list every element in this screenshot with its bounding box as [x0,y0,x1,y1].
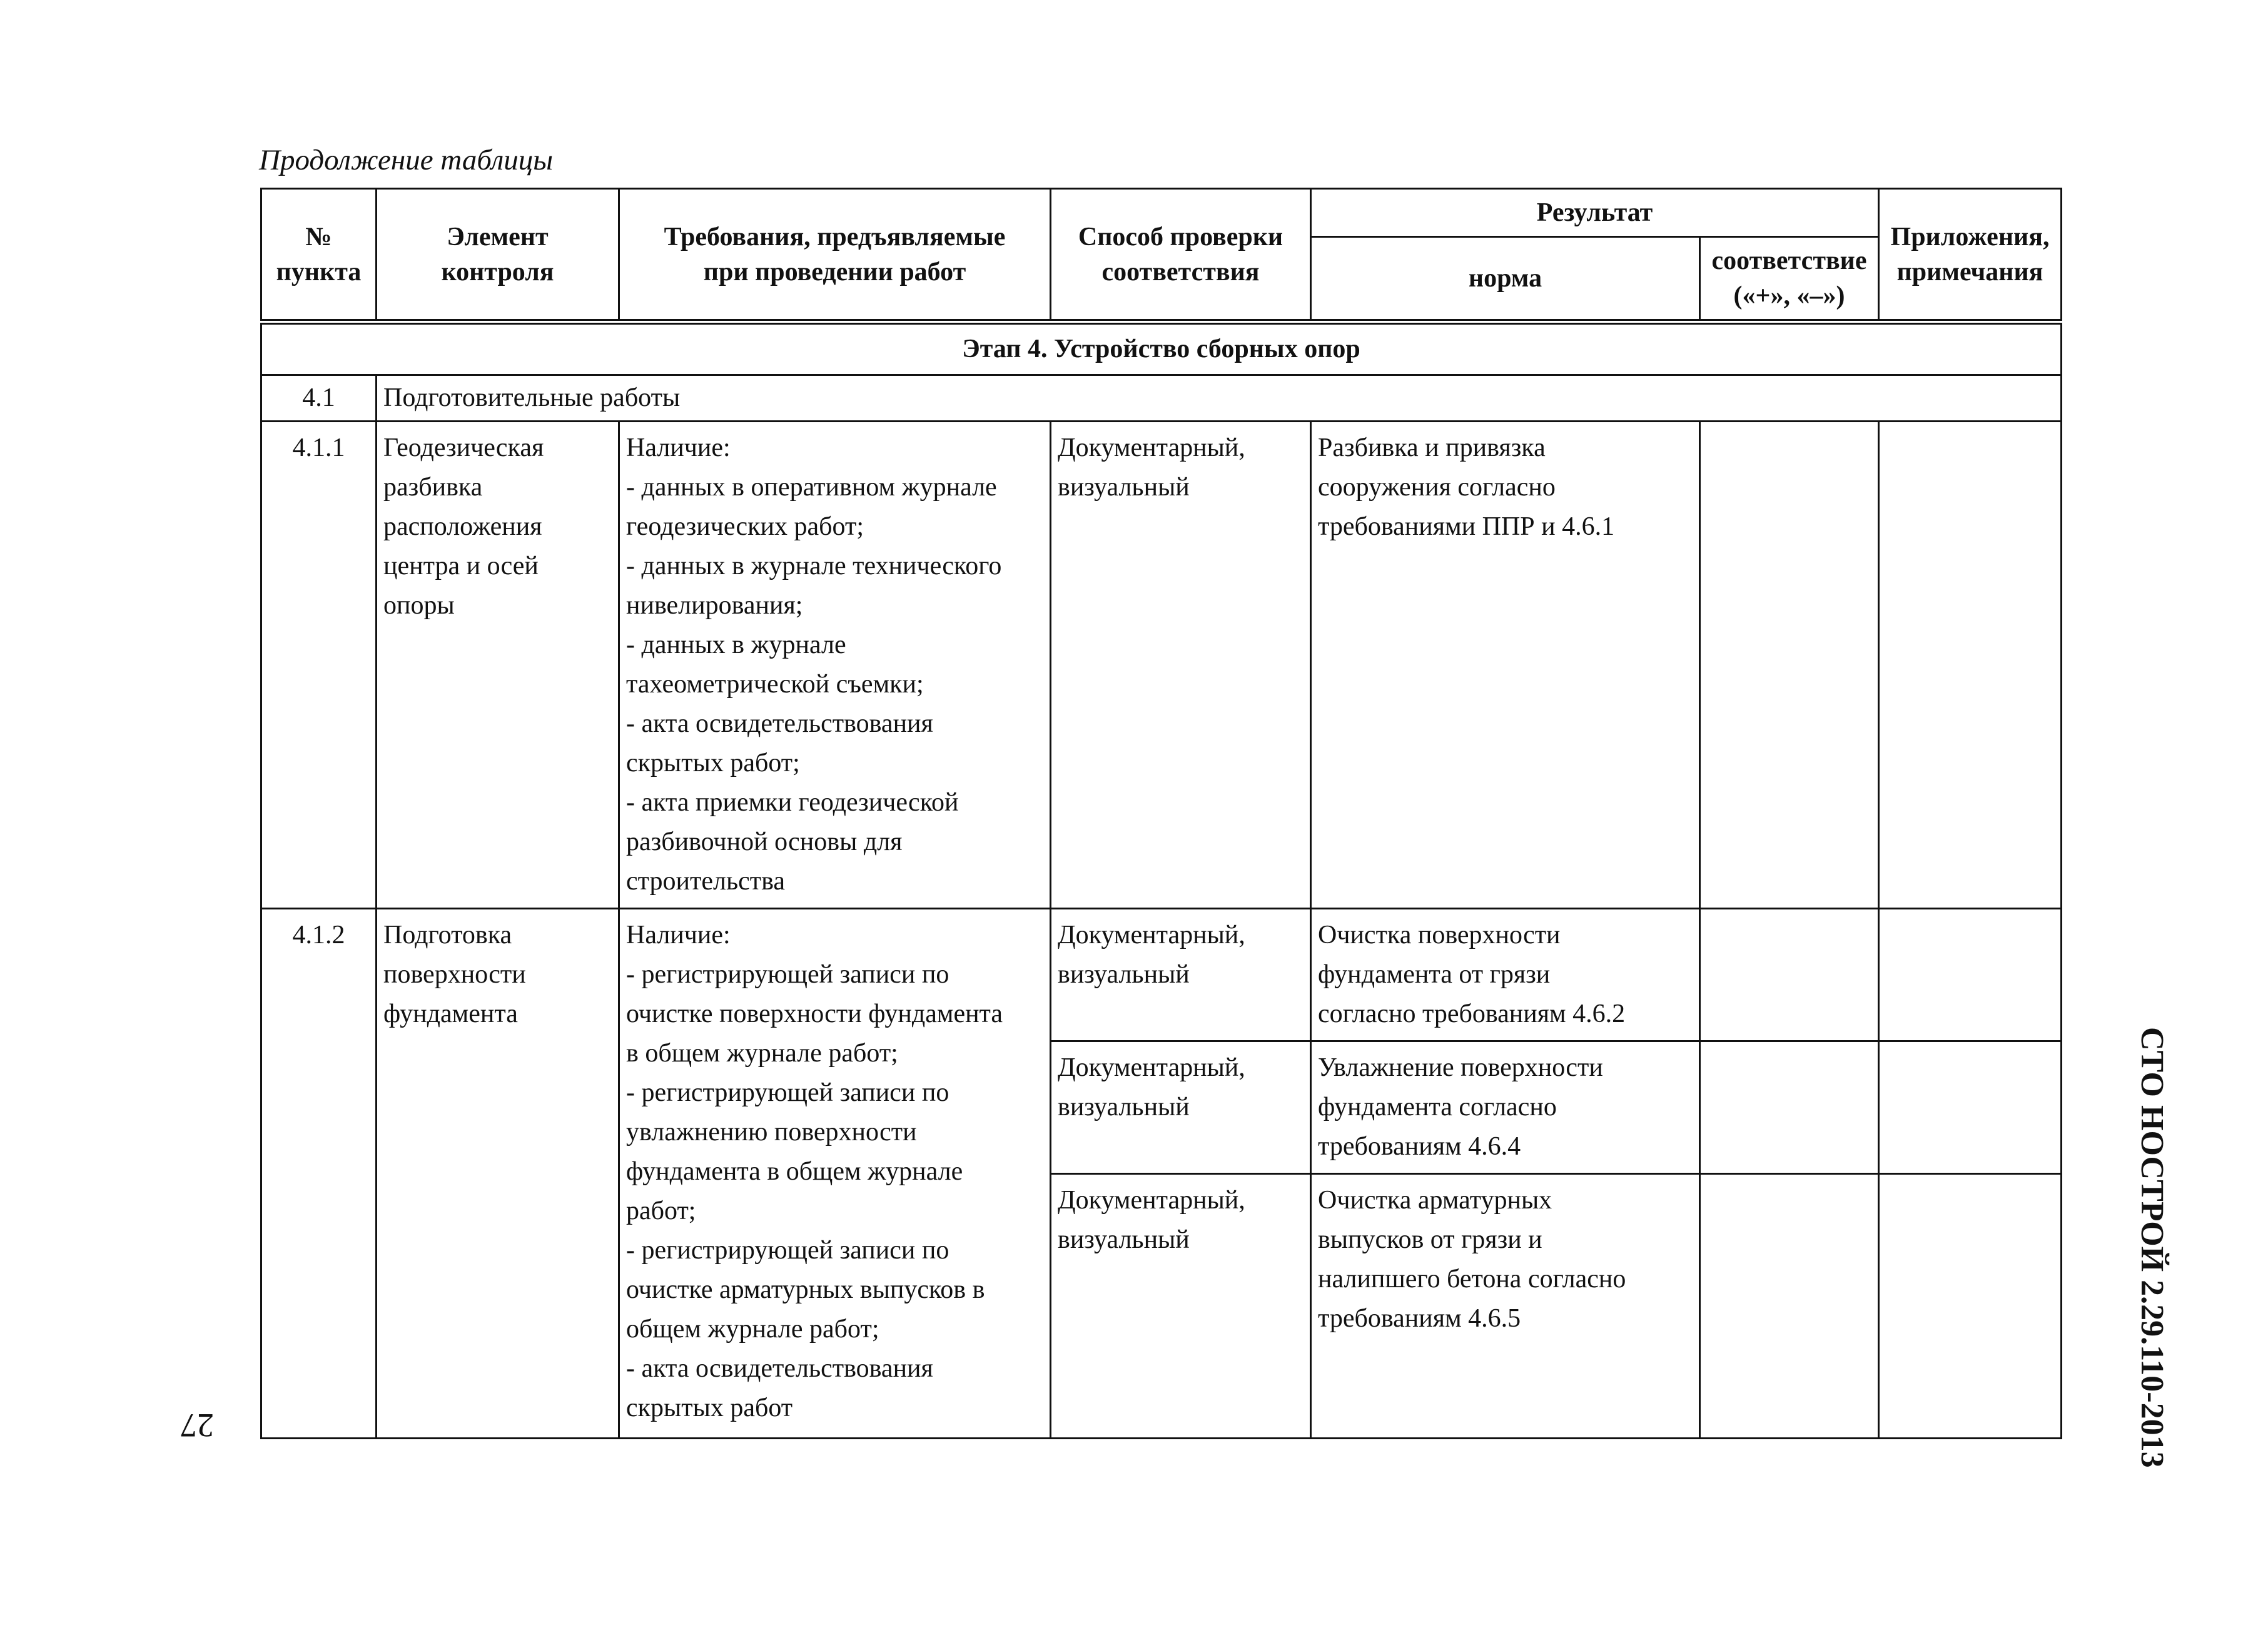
text-line: опоры [383,591,455,620]
text-line: очистке арматурных выпусков в [626,1275,985,1304]
section-row [261,375,2062,422]
header-notes-line2: примечания [1896,257,2043,286]
row-compliance [1700,1174,1879,1439]
row-compliance [1700,422,1879,909]
text-line: геодезических работ; [626,512,864,541]
text-line: тахеометрической съемки; [626,670,924,699]
text-line: работ; [626,1197,696,1225]
text-line: - данных в оперативном журнале [626,473,997,502]
page-number: 27 [180,1407,214,1444]
header-result: Результат [1311,189,1879,237]
section-num: 4.1 [261,375,377,422]
text-line: Очистка арматурных [1318,1186,1552,1215]
header-element [377,189,619,322]
text-line: нивелирования; [626,591,803,620]
text-line: визуальный [1058,473,1190,502]
header-num-line2: пункта [276,257,362,286]
text-line: согласно требованиям 4.6.2 [1318,1000,1626,1028]
stage-title: Этап 4. Устройство сборных опор [261,322,2062,375]
text-line: визуальный [1058,1225,1190,1254]
text-line: разбивка [383,473,483,502]
text-line: Документарный, [1058,921,1245,949]
row-notes [1879,422,2062,909]
text-line: строительства [626,867,786,896]
row-norm [1311,909,1700,1041]
text-line: требованиям 4.6.5 [1318,1304,1521,1333]
header-row-1 [261,189,2062,237]
header-compliance [1700,237,1879,322]
row-norm [1311,1041,1700,1174]
text-line: фундамента в общем журнале [626,1157,963,1186]
text-line: общем журнале работ; [626,1315,879,1344]
text-line: выпусков от грязи и [1318,1225,1542,1254]
row-norm [1311,1174,1700,1439]
text-line: увлажнению поверхности [626,1118,917,1147]
text-line: Подготовка [383,921,512,949]
text-line: фундамента от грязи [1318,960,1551,989]
row-method [1051,1174,1311,1439]
row-norm [1311,422,1700,909]
stage-row [261,322,2062,375]
header-method-line2: соответствия [1101,257,1260,286]
row-element [377,909,619,1439]
document-code: СТО НОСТРОЙ 2.29.110-2013 [2134,1027,2170,1468]
row-element [377,422,619,909]
text-line: скрытых работ; [626,749,800,777]
text-line: Разбивка и привязка [1318,433,1546,462]
text-line: поверхности [383,960,526,989]
row-notes [1879,1174,2062,1439]
text-line: Документарный, [1058,433,1245,462]
text-line: требованиями ППР и 4.6.1 [1318,512,1615,541]
header-compliance-line2: («+», «–») [1733,281,1845,310]
row-compliance [1700,909,1879,1041]
text-line: - регистрирующей записи по [626,1078,949,1107]
text-line: фундамента [383,1000,518,1028]
text-line: Увлажнение поверхности [1318,1053,1603,1082]
row-notes [1879,909,2062,1041]
text-line: требованиям 4.6.4 [1318,1132,1521,1161]
text-line: Наличие: [626,433,731,462]
text-line: Очистка поверхности [1318,921,1561,949]
header-compliance-line1: соответствие [1711,246,1867,275]
section-title: Подготовительные работы [377,375,2062,422]
header-norm: норма [1311,237,1700,322]
text-line: скрытых работ [626,1394,793,1422]
header-num-line1: № [305,222,332,251]
row-num: 4.1.1 [261,422,377,909]
text-line: - данных в журнале [626,630,846,659]
header-notes-line1: Приложения, [1890,222,2050,251]
header-element-line2: контроля [441,257,554,286]
header-notes [1879,189,2062,322]
row-method [1051,422,1311,909]
text-line: Документарный, [1058,1053,1245,1082]
text-line: расположения [383,512,542,541]
text-line: сооружения согласно [1318,473,1556,502]
row-requirements [619,909,1051,1439]
table-caption: Продолжение таблицы [259,144,554,176]
text-line: - данных в журнале технического [626,552,1002,580]
header-requirements-line2: при проведении работ [703,257,966,286]
text-line: очистке поверхности фундамента [626,1000,1003,1028]
text-line: Наличие: [626,921,731,949]
text-line: центра и осей [383,552,539,580]
text-line: фундамента согласно [1318,1093,1557,1121]
text-line: - регистрирующей записи по [626,1236,949,1265]
text-line: - акта освидетельствования [626,709,933,738]
text-line: визуальный [1058,960,1190,989]
table-row [261,422,2062,909]
text-line: визуальный [1058,1093,1190,1121]
header-element-line1: Элемент [447,222,549,251]
text-line: - акта освидетельствования [626,1354,933,1383]
text-line: - регистрирующей записи по [626,960,949,989]
header-method [1051,189,1311,322]
control-table [260,188,2060,1439]
row-notes [1879,1041,2062,1174]
row-method [1051,1041,1311,1174]
text-line: налипшего бетона согласно [1318,1265,1626,1293]
table-row [261,909,2062,1041]
text-line: - акта приемки геодезической [626,788,959,817]
row-num: 4.1.2 [261,909,377,1439]
row-compliance [1700,1041,1879,1174]
header-requirements-line1: Требования, предъявляемые [664,222,1006,251]
row-method [1051,909,1311,1041]
text-line: в общем журнале работ; [626,1039,898,1068]
text-line: Документарный, [1058,1186,1245,1215]
text-line: разбивочной основы для [626,828,903,856]
text-line: Геодезическая [383,433,544,462]
header-method-line1: Способ проверки [1078,222,1283,251]
row-requirements [619,422,1051,909]
header-requirements [619,189,1051,322]
header-num [261,189,377,322]
